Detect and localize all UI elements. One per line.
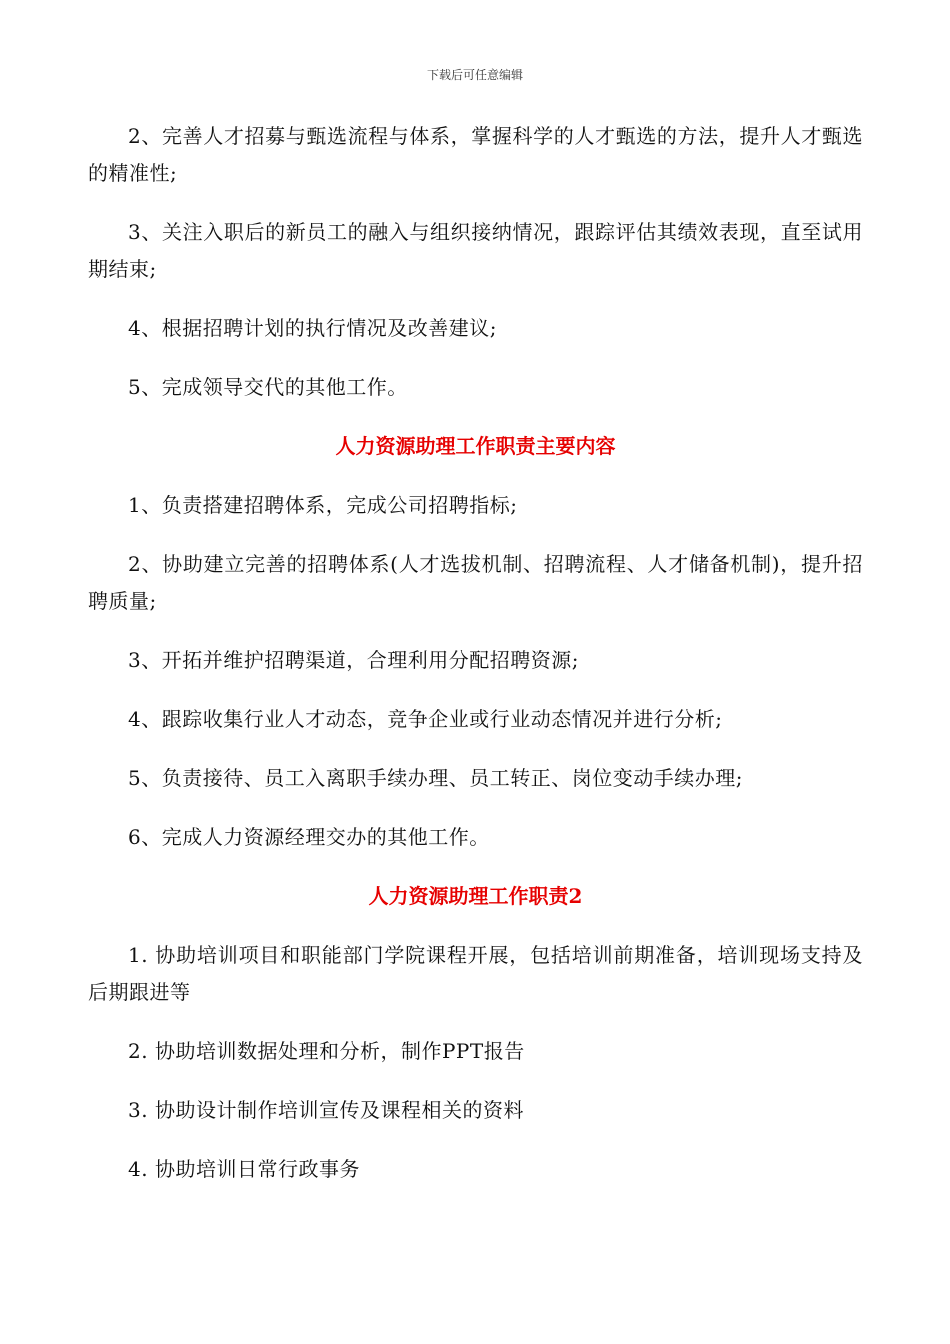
header-note: 下载后可任意编辑 [426, 68, 523, 82]
section-heading: 人力资源助理工作职责2 [368, 884, 583, 908]
paragraph: 2、完善人才招募与甄选流程与体系，掌握科学的人才甄选的方法，提升人才甄选的精准性; [88, 124, 863, 185]
paragraph: 4. 协助培训日常行政事务 [128, 1157, 360, 1181]
paragraph: 1、负责搭建招聘体系，完成公司招聘指标; [128, 493, 518, 517]
paragraph: 3、关注入职后的新员工的融入与组织接纳情况，跟踪评估其绩效表现，直至试用期结束; [88, 220, 863, 281]
paragraph: 4、根据招聘计划的执行情况及改善建议; [128, 316, 497, 340]
paragraph: 5、负责接待、员工入离职手续办理、员工转正、岗位变动手续办理; [128, 766, 743, 790]
paragraph: 3. 协助设计制作培训宣传及课程相关的资料 [128, 1098, 524, 1122]
paragraph: 1. 协助培训项目和职能部门学院课程开展，包括培训前期准备，培训现场支持及后期跟进等 [88, 943, 863, 1004]
paragraph: 6、完成人力资源经理交办的其他工作。 [128, 825, 490, 849]
paragraph: 2、协助建立完善的招聘体系(人才选拔机制、招聘流程、人才储备机制)，提升招聘质量; [88, 552, 863, 613]
paragraph: 2. 协助培训数据处理和分析，制作PPT报告 [128, 1039, 525, 1063]
paragraph: 5、完成领导交代的其他工作。 [128, 375, 408, 399]
section-heading: 人力资源助理工作职责主要内容 [335, 434, 616, 458]
paragraph: 3、开拓并维护招聘渠道，合理利用分配招聘资源; [128, 648, 579, 672]
paragraph: 4、跟踪收集行业人才动态，竞争企业或行业动态情况并进行分析; [128, 707, 723, 731]
document-body [88, 118, 863, 1210]
